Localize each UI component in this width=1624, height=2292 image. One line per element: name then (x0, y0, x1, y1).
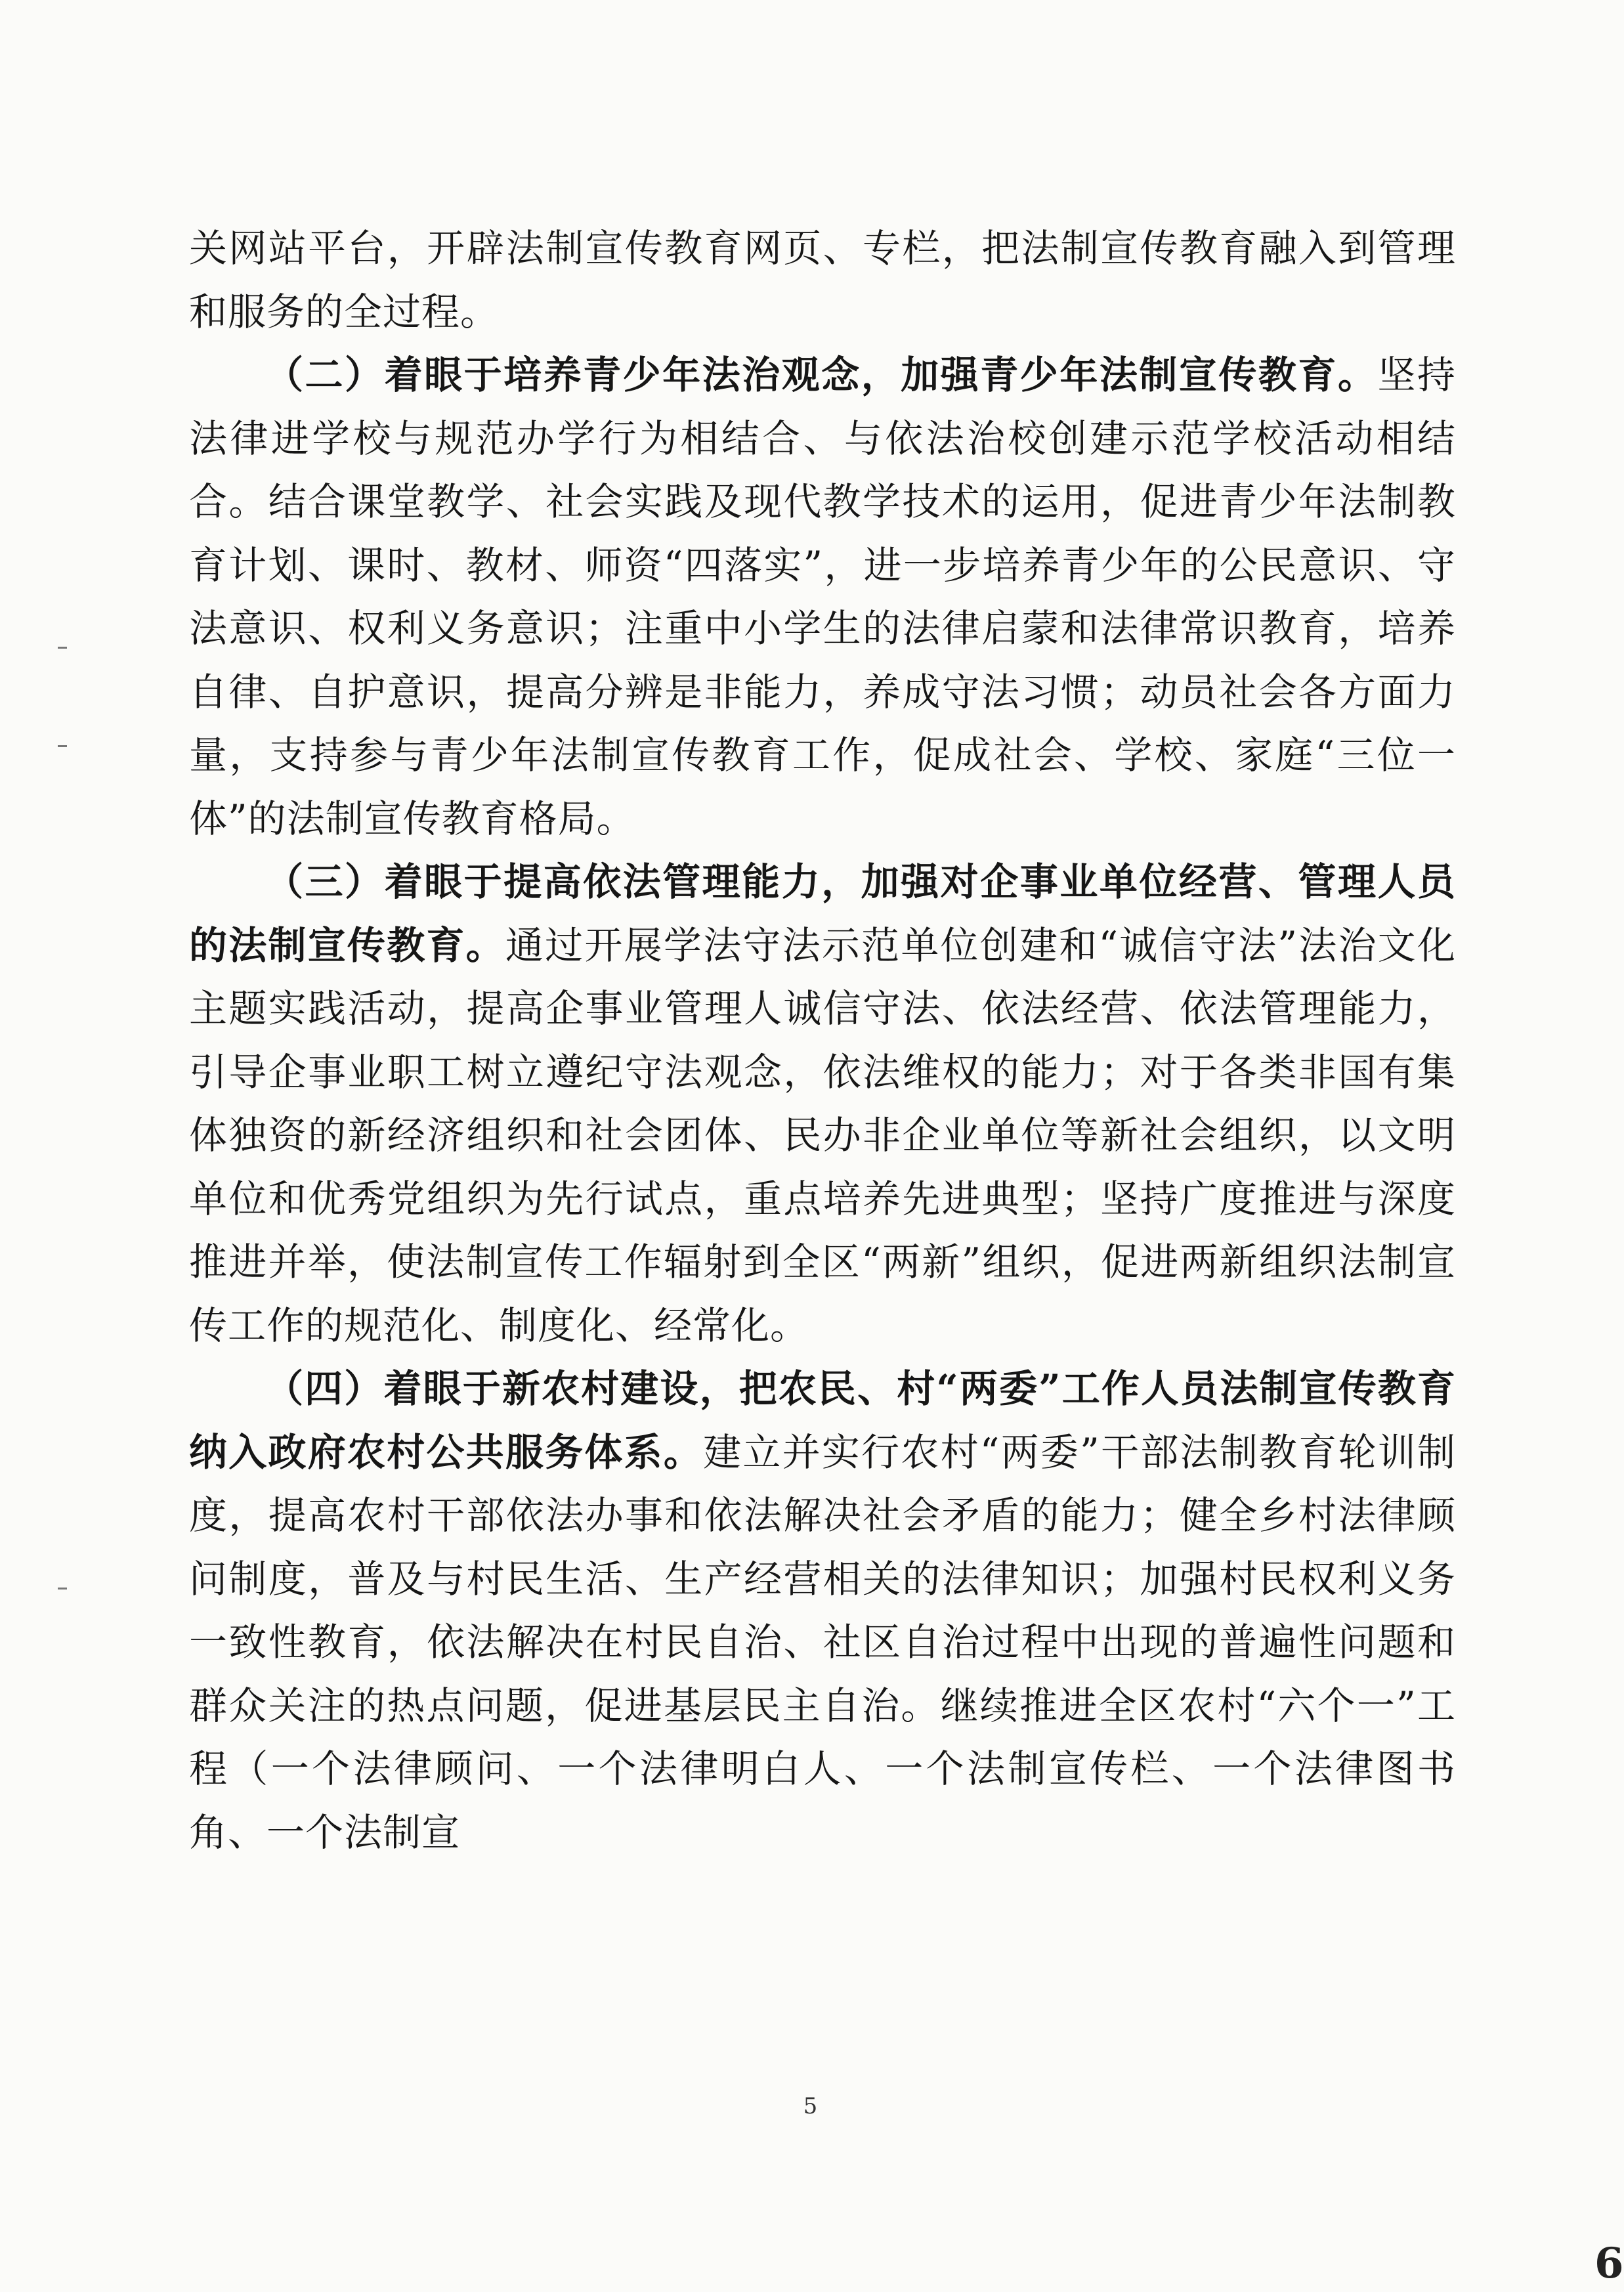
section-four-paragraph (189, 1357, 1456, 1864)
document-body (189, 217, 1456, 1864)
paragraph-text: 通过开展学法守法示范单位创建和“诚信守法”法治文化主题实践活动，提高企事业管理人诚信守法、依法经营、依法管理能力，引导企事业职工树立遵纪守法观念，依法维权的能力；对于各类非国有集体独资的新经济组织和社会团体、民办非企业单位等新社会组织，以文明单位和优秀党组织为先行试点，重点培养先进典型；坚持广度推进与深度推进并举，使法制宣传工作辐射到全区“两新”组织，促进两新组织法制宣传工作的规范化、制度化、经常化。 (189, 922, 1456, 1348)
section-heading: （二）着眼于培养青少年法治观念，加强青少年法制宣传教育。 (265, 353, 1378, 397)
section-heading: （三）着眼于提高依法管理能力，加强对企事业单位经营、管理人员的法制宣传教育。 (189, 859, 1456, 968)
corner-mark: 6 (1594, 2239, 1624, 2288)
paragraph-text: 坚持法律进学校与规范办学行为相结合、与依法治校创建示范学校活动相结合。结合课堂教学、社会实践及现代教学技术的运用，促进青少年法制教育计划、课时、教材、师资“四落实”，进一步培养青少年的公民意识、守法意识、权利义务意识；注重中小学生的法律启蒙和法律常识教育，培养自律、自护意识，提高分辨是非能力，养成守法习惯；动员社会各方面力量，支持参与青少年法制宣传教育工作，促成社会、学校、家庭“三位一体”的法制宣传教育格局。 (189, 353, 1456, 841)
margin-tick (58, 647, 67, 649)
margin-tick (58, 1588, 67, 1589)
margin-tick (58, 745, 67, 747)
paragraph-continuation (189, 217, 1456, 343)
section-heading: （四）着眼于新农村建设，把农民、村“两委”工作人员法制宣传教育纳入政府农村公共服务体系。 (189, 1366, 1456, 1475)
section-two-paragraph (189, 343, 1456, 850)
page-number: 5 (803, 2093, 818, 2119)
section-three-paragraph (189, 850, 1456, 1357)
paragraph-text: 建立并实行农村“两委”干部法制教育轮训制度，提高农村干部依法办事和依法解决社会矛盾的能力；健全乡村法律顾问制度，普及与村民生活、生产经营相关的法律知识；加强村民权利义务一致性教育，依法解决在村民自治、社区自治过程中出现的普遍性问题和群众关注的热点问题，促进基层民主自治。继续推进全区农村“六个一”工程（一个法律顾问、一个法律明白人、一个法制宣传栏、一个法律图书角、一个法制宣 (189, 1429, 1456, 1855)
paragraph-text: 关网站平台，开辟法制宣传教育网页、专栏，把法制宣传教育融入到管理和服务的全过程。 (189, 226, 1456, 334)
